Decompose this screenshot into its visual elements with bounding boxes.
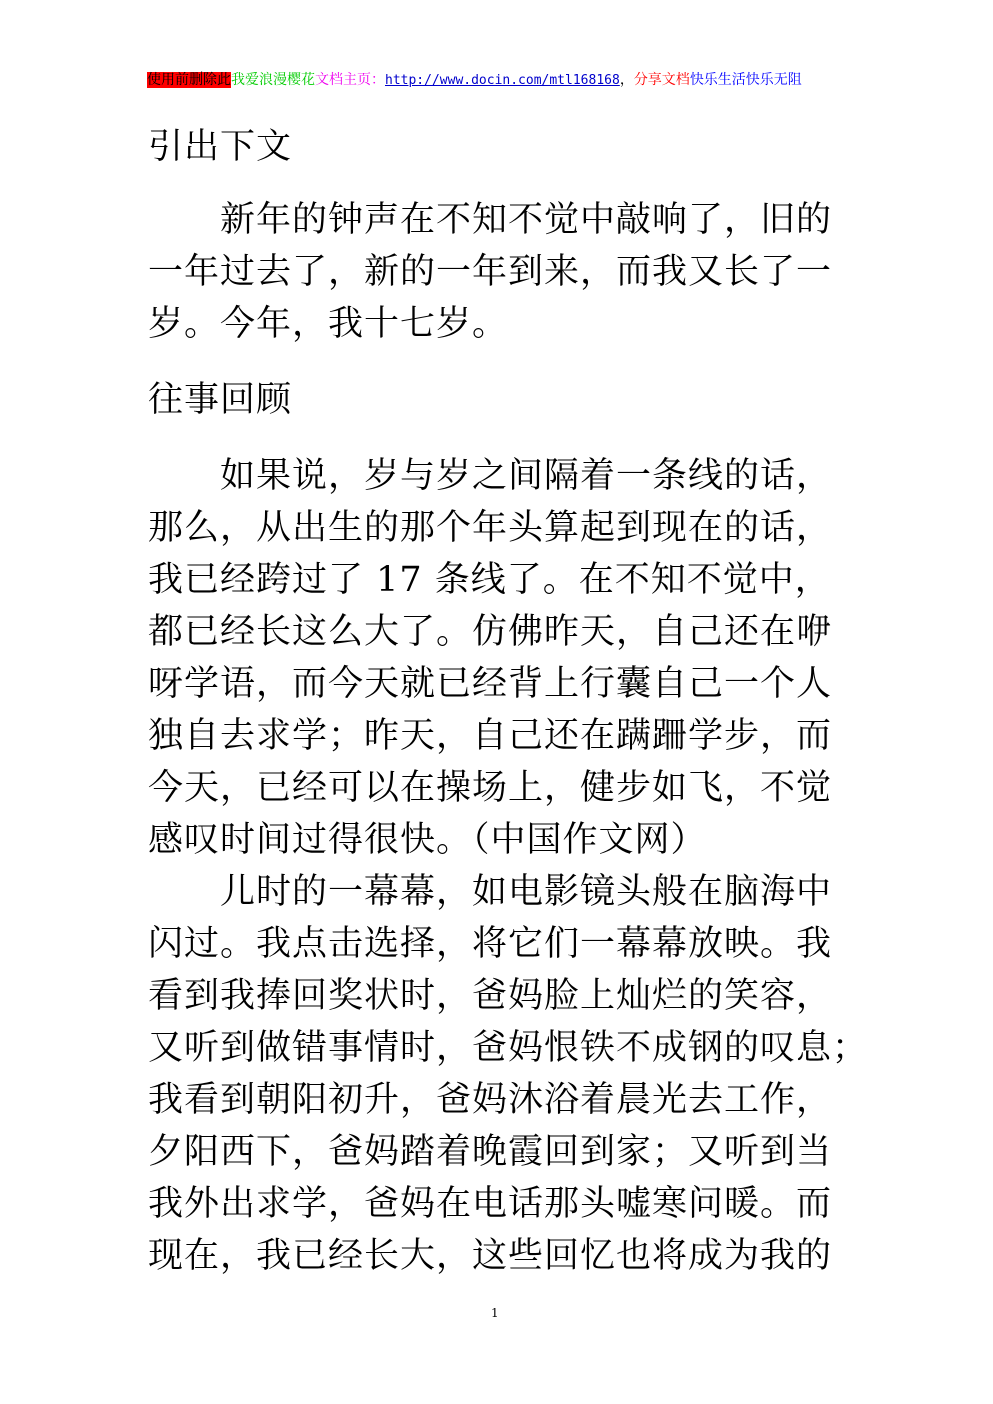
text-line: 我外出求学，爸妈在电话那头嘘寒问暖。而 xyxy=(148,1184,833,1224)
text-line: 如果说，岁与岁之间隔着一条线的话， xyxy=(148,456,833,496)
header-slogan: 快乐生活快乐无阻 xyxy=(689,72,802,88)
text-line: 那么，从出生的那个年头算起到现在的话， xyxy=(148,508,833,548)
section-heading: 引出下文 xyxy=(148,127,293,167)
header-url-link[interactable]: http://www.docin.com/mtl168168 xyxy=(385,73,620,88)
text-line: 一年过去了，新的一年到来，而我又长了一 xyxy=(148,252,833,292)
text-line: 呀学语，而今天就已经背上行囊自己一个人 xyxy=(148,664,833,704)
header-site: 我爱浪漫樱花 xyxy=(231,72,315,88)
text-line: 新年的钟声在不知不觉中敲响了，旧的 xyxy=(148,200,833,240)
text-line: 现在，我已经长大，这些回忆也将成为我的 xyxy=(148,1236,833,1276)
text-line: 我已经跨过了 17 条线了。在不知不觉中， xyxy=(148,560,831,600)
header-banner xyxy=(147,71,802,90)
header-comma: ， xyxy=(619,72,634,88)
section-heading: 往事回顾 xyxy=(148,380,293,420)
text-line: 感叹时间过得很快。（中国作文网） xyxy=(148,820,707,860)
header-tag: 使用前删除此 xyxy=(147,72,231,88)
header-share: 分享文档 xyxy=(633,72,690,88)
page-number: 1 xyxy=(491,1306,499,1320)
text-line: 儿时的一幕幕，如电影镜头般在脑海中 xyxy=(148,872,833,912)
text-line: 独自去求学；昨天，自己还在蹒跚学步，而 xyxy=(148,716,833,756)
header-home: 文档主页： xyxy=(315,72,385,88)
text-line: 闪过。我点击选择，将它们一幕幕放映。我 xyxy=(148,924,833,964)
text-line: 我看到朝阳初升，爸妈沐浴着晨光去工作， xyxy=(148,1080,833,1120)
text-line: 夕阳西下，爸妈踏着晚霞回到家；又听到当 xyxy=(148,1132,833,1172)
text-line: 又听到做错事情时，爸妈恨铁不成钢的叹息； xyxy=(148,1028,869,1068)
text-line: 岁。今年，我十七岁。 xyxy=(148,304,509,344)
text-line: 看到我捧回奖状时，爸妈脸上灿烂的笑容， xyxy=(148,976,833,1016)
text-line: 都已经长这么大了。仿佛昨天，自己还在咿 xyxy=(148,612,833,652)
text-line: 今天，已经可以在操场上，健步如飞，不觉 xyxy=(148,768,833,808)
